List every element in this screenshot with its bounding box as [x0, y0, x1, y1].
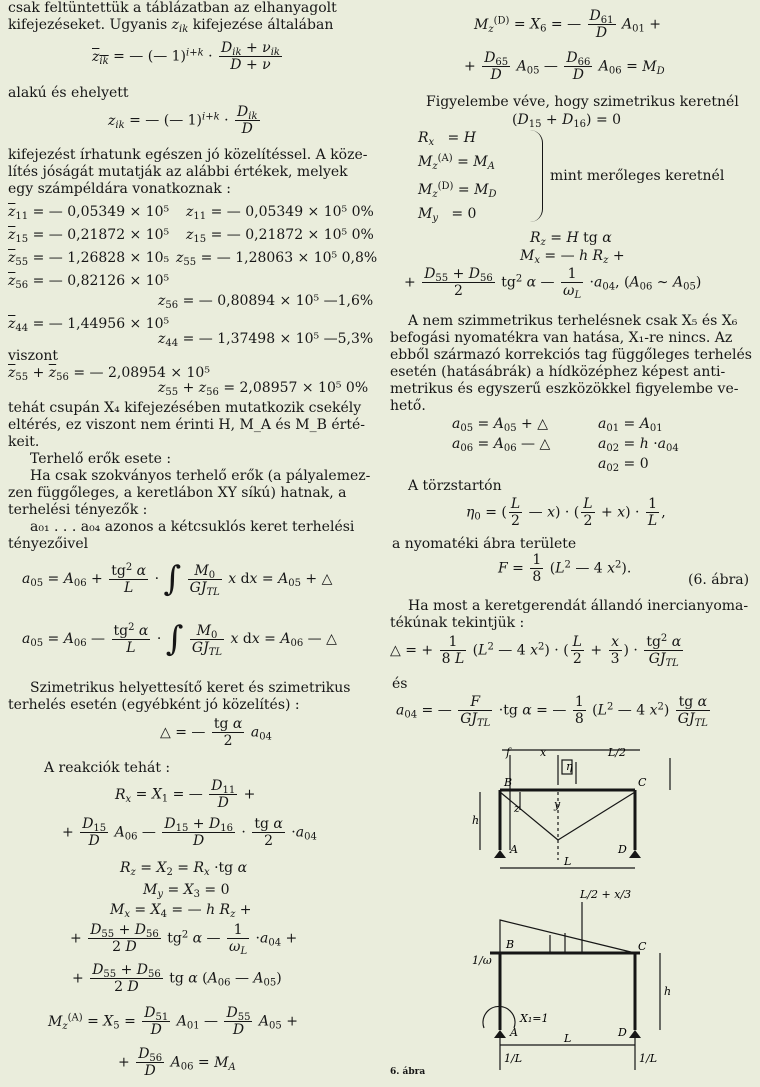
text-line: befogási nyomatékra van hatása, X₁-re nincs. Az	[390, 330, 733, 346]
value-z15bar: $\overline{z}_{15}$ = — 0,21872 × 10⁵	[8, 227, 170, 245]
figure-label: L/2 + x/3	[580, 888, 632, 901]
figure-label: L	[564, 1032, 572, 1045]
figure-label: h	[664, 985, 672, 998]
text-line: tehát csupán X₄ kifejezésében mutatkozik csekély	[8, 400, 362, 416]
figure-label: D	[618, 1026, 627, 1039]
right-brace	[530, 130, 543, 222]
figure-label: h	[472, 814, 480, 827]
figure-caption: 6. ábra	[390, 1067, 426, 1077]
figure-label: y	[554, 798, 561, 811]
influence-line	[500, 792, 558, 840]
value-sumbar: $\overline{z}_{55} + \overline{z}_{56}$ = — 2,08954 × 10⁵	[8, 365, 210, 383]
formula-my: $M_y = X_3 = 0$	[143, 882, 230, 900]
text-line: metrikus és egyszerű eszközökkel figyelembe ve-	[390, 381, 739, 397]
figure-label: L/2	[608, 746, 627, 759]
figure-label: X₁=1	[520, 1012, 549, 1025]
text-line: hető.	[390, 398, 426, 414]
frame-diagram	[470, 740, 740, 1075]
formula-delta-full: △ = + $\frac{1}{8 L}$ ($L^2$ — 4 $x^2$) · ( $\frac{L}{2}$ + $\frac{x}{3}$ ) · $\frac{tg^2 \alpha}{GJ_{TL}}$	[390, 633, 682, 669]
formula-mz-a-cont: + $\frac{D_{56}}{D}$ $A_{06} = M_A$	[118, 1046, 236, 1079]
text-line: Ha csak szokványos terhelő erők (a pályalemez-	[30, 468, 371, 484]
text-line: viszont	[8, 348, 59, 364]
figure-label: z	[514, 802, 520, 815]
figure-label: f	[506, 746, 511, 759]
moment-diagram	[500, 920, 635, 953]
text-line: esetén (hatásábrák) a hídközéphez képest anti-	[390, 364, 726, 380]
formula-a05-minus: $a_{05} = A_{06}$ — $\frac{tg^2 \alpha}{L}$ · ∫ $\frac{M_0}{GJ_{TL}}$ x dx = $A_{06}$ — △	[22, 619, 337, 659]
value-sum: $z_{55} + z_{56} = 2,08957 \times 10^5$ 0%	[158, 380, 369, 398]
text-line: keit.	[8, 434, 40, 450]
text-line: tékúnak tekintjük :	[390, 615, 525, 631]
text-line: terhelési tényezők :	[8, 502, 148, 518]
value-z56bar: $\overline{z}_{56}$ = — 0,82126 × 10⁵	[8, 273, 170, 291]
figure-label: η	[566, 760, 573, 773]
figure-label: L	[564, 855, 572, 868]
formula-delta: △ = — $\frac{\text{tg α}}{2}$ $a_{04}$	[160, 716, 272, 749]
figure-label: 1/L	[504, 1052, 523, 1065]
formula-mz-a: $M_z^{(A)} = X_5$ = $\frac{D_{51}}{D}$ $A_{01}$ — $\frac{D_{55}}{D}$ $A_{05}$ +	[48, 1005, 298, 1038]
formula-a06: $a_{06} = A_{06}$ — △	[452, 436, 551, 454]
text-line: mint merőleges keretnél	[550, 168, 725, 184]
text-line: Szimetrikus helyettesítő keret és szimetrikus	[30, 680, 351, 696]
value-z15: $z_{15}$ = — 0,21872 × 10⁵ 0%	[186, 227, 374, 245]
formula-mx-h-cont: + $\frac{D_{55} + D_{56}}{2}$ $tg^2$ α — $\frac{1}{\omega_L}$ $\cdot a_{04}$, ($A_{06}$ ∼ $A_{05}$)	[404, 266, 702, 301]
figure-label: 1/L	[639, 1052, 658, 1065]
text-line: ebből származó korrekciós tag függőleges terhelés	[390, 347, 752, 363]
formula-rx-cont: + $\frac{D_{15}}{D}$ $A_{06}$ — $\frac{D_{15} + D_{16}}{D}$ · $\frac{\text{tg α}}{2}$ $\cdot a_{04}$	[62, 816, 317, 849]
figure-reference: (6. ábra)	[688, 572, 750, 588]
section-heading: Terhelő erők esete :	[30, 451, 172, 467]
figure-label: C	[638, 776, 647, 789]
text-line: A nem szimmetrikus terhelésnek csak X₅ és X₆	[408, 313, 738, 329]
formula-a05: $a_{05} = A_{05}$ + △	[452, 416, 548, 434]
text-line: eltérés, ez viszont nem érinti H, M_A és M_B érté-	[8, 417, 365, 433]
text-line: kifejezést írhatunk egészen jó közelítéssel. A köze-	[8, 147, 368, 163]
value-z55: $z_{55}$ = — 1,28063 × 10⁵ 0,8%	[176, 250, 378, 268]
support-d	[629, 850, 641, 858]
formula-rz: $R_z = X_2 = R_x \cdot tg$ α	[120, 860, 248, 878]
figure-label: B	[506, 938, 515, 951]
text-line: A törzstartón	[408, 478, 502, 494]
formula-a02: $a_{02} = h \cdot a_{04}$	[598, 436, 679, 454]
text-line: A reakciók tehát :	[44, 760, 171, 776]
figure-label: D	[618, 843, 627, 856]
figure-label: B	[504, 776, 513, 789]
text-line: a₀₁ . . . a₀₄ azonos a kétcsuklós keret terhelési	[30, 519, 355, 535]
support-a	[494, 850, 506, 858]
text-line: tényezőivel	[8, 536, 89, 552]
formula-rz-h: $R_z = H$ tg α	[530, 230, 612, 248]
formula-mzd: $M_z^{(D)} = M_D$	[418, 181, 497, 200]
text-line: csak feltüntettük a táblázatban az elhanyagolt	[8, 0, 337, 16]
value-z44: $z_{44}$ = — 1,37498 × 10⁵ —5,3%	[158, 331, 374, 349]
formula-mx-h: $M_x$ = — h $R_z$ +	[520, 248, 625, 266]
formula-mx-cont2: + $\frac{D_{55} + D_{56}}{2 D}$ tg α ($A_{06}$ — $A_{05}$)	[72, 962, 282, 995]
figure-label: A	[510, 843, 518, 856]
formula-rx: $R_x = X_1$ = — $\frac{D_{11}}{D}$ +	[115, 778, 256, 811]
formula-a05-plus: $a_{05} = A_{06}$ + $\frac{tg^2 \alpha}{L}$ · ∫ $\frac{M_0}{GJ_{TL}}$ x dx = $A_{05}$ + △	[22, 559, 333, 599]
value-z55bar: $\overline{z}_{55}$ = — 1,26828 × 10₅	[8, 250, 170, 268]
text-line: alakú és ehelyett	[8, 85, 129, 101]
formula-rx-h: $R_x = H$	[418, 130, 476, 148]
formula-d15-d16: $(D_{15} + D_{16}) = 0$	[512, 112, 622, 130]
formula-a02-zero: $a_{02} = 0$	[598, 456, 649, 474]
text-line: egy számpéldára vonatkoznak :	[8, 181, 231, 197]
text-line: Ha most a keretgerendát állandó inercianyoma-	[408, 598, 749, 614]
value-z56: $z_{56}$ = — 0,80894 × 10⁵ —1,6%	[158, 293, 374, 311]
text-line: zen függőleges, a keretlábon XY síkú) hatnak, a	[8, 485, 347, 501]
figure-label: C	[638, 940, 647, 953]
figure-label: x	[540, 746, 547, 759]
formula-zbar-ik: $z_{ik}$ = — (— 1)$^{i+k}$ · $\frac{D_{ik} + \nu_{ik}}{D + \nu}$	[92, 40, 280, 73]
text-line: Figyelembe véve, hogy szimetrikus keretnél	[426, 94, 739, 110]
text-line: lítés jóságát mutatják az alábbi értékek, melyek	[8, 164, 348, 180]
figure-label: A	[510, 1026, 518, 1039]
text-line: terhelés esetén (egyébként jó közelítés) :	[8, 697, 300, 713]
value-z11: $z_{11}$ = — 0,05349 × 10⁵ 0%	[186, 204, 374, 222]
formula-mz-d: $M_z^{(D)} = X_6$ = — $\frac{D_{61}}{D}$ $A_{01}$ +	[474, 8, 661, 41]
formula-a01: $a_{01} = A_{01}$	[598, 416, 663, 434]
formula-mx-cont: + $\frac{D_{55} + D_{56}}{2 D}$ $tg^2$ α — $\frac{1}{\omega_L}$ $\cdot a_{04}$ +	[70, 922, 298, 957]
text-line: a nyomatéki ábra területe	[392, 536, 577, 552]
support-d-2	[629, 1030, 641, 1038]
formula-f: F = $\frac{1}{8}$ ($L^2$ — 4 $x^2$).	[498, 552, 632, 585]
value-z11bar: $\overline{z}_{11}$ = — 0,05349 × 10⁵	[8, 204, 170, 222]
formula-mx: $M_x = X_4$ = — h $R_z$ +	[110, 902, 252, 920]
support-a-2	[494, 1030, 506, 1038]
influence-line	[558, 792, 635, 840]
formula-mza: $M_z^{(A)} = M_A$	[418, 153, 495, 172]
formula-z-ik: $z_{ik}$ = — (— 1)$^{i+k}$ · $\frac{D_{ik}}{D}$	[108, 104, 258, 137]
value-z44bar: $\overline{z}_{44}$ = — 1,44956 × 10⁵	[8, 316, 170, 334]
text-line: és	[392, 676, 408, 692]
formula-a04: $a_{04}$ = — $\frac{F}{GJ_{TL}}$ ·tg α = — $\frac{1}{8}$ ($L^2$ — 4 $x^2$) $\frac{\text{tg α}}{GJ_{TL}}$	[396, 694, 708, 729]
formula-mz-d-cont: + $\frac{D_{65}}{D}$ $A_{05}$ — $\frac{D_{66}}{D}$ $A_{06} = M_D$	[464, 50, 665, 83]
text-line: kifejezéseket. Ugyanis $z_{ik}$ kifejezése általában	[8, 17, 334, 35]
formula-my-zero: $M_y = 0$	[418, 206, 477, 224]
figure-label: 1/ω	[472, 954, 492, 967]
formula-eta: $\eta_0$ = ( $\frac{L}{2}$ — x) · ( $\frac{L}{2}$ + x) · $\frac{1}{L}$ ,	[466, 496, 666, 529]
